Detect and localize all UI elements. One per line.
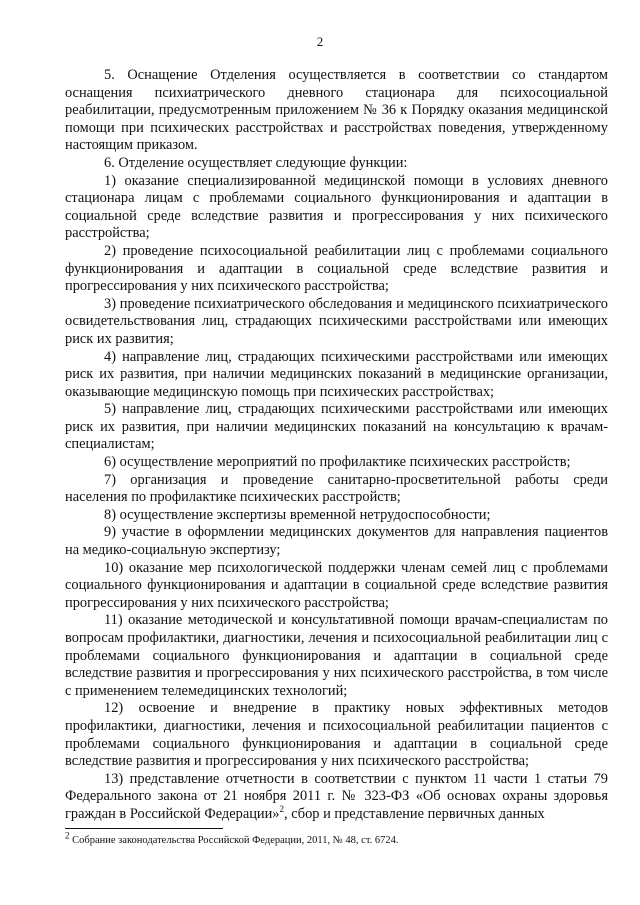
function-item-2: 2) проведение психосоциальной реабилитации лиц с проблемами социального функционирования и адаптации в социальной среде вследствие развития и прогрессирования у них психического расстройства; [65, 242, 608, 295]
function-item-12: 12) освоение и внедрение в практику новых эффективных методов профилактики, диагностики, лечения и психосоциальной реабилитации пациентов с проблемами социального функционирования и адаптации в социальной среде вследствие развития и прогрессирования у них психического расстройства; [65, 700, 608, 770]
function-item-11: 11) оказание методической и консультативной помощи врачам-специалистам по вопросам профилактики, диагностики, лечения и психосоциальной реабилитации лиц с проблемами социального функционирования и адаптации в социальной среде вследствие развития и прогрессирования у них психического расстройства, в том числе с применением телемедицинских технологий; [65, 612, 608, 699]
function-item-1: 1) оказание специализированной медицинской помощи в условиях дневного стационара лицам с проблемами социального функционирования и адаптации в социальной среде вследствие развития и прогрессирования у них психического расстройства; [65, 172, 608, 242]
function-item-3: 3) проведение психиатрического обследования и медицинского психиатрического освидетельствования лиц, страдающих психическими расстройствами или имеющих риск их развития; [65, 295, 608, 347]
function-item-9: 9) участие в оформлении медицинских документов для направления пациентов на медико-социальную экспертизу; [65, 524, 608, 559]
function-item-6: 6) осуществление мероприятий по профилактике психических расстройств; [104, 454, 571, 471]
footnote-marker: 2 [65, 830, 70, 841]
document-body [65, 67, 608, 824]
function-item-4: 4) направление лиц, страдающих психическими расстройствами или имеющих риск их развития, при наличии медицинских показаний в медицинские организации, оказывающие медицинскую помощь при психических расстройствах; [65, 348, 608, 400]
function-item-7: 7) организация и проведение санитарно-просветительной работы среди населения по профилактике психических расстройств; [65, 471, 608, 506]
footnote-text: Собрание законодательства Российской Федерации, 2011, № 48, ст. 6724. [69, 835, 399, 846]
footnote-reference: 2 [279, 804, 285, 815]
function-item-8: 8) осуществление экспертизы временной нетрудоспособности; [104, 506, 491, 523]
page-number: 2 [316, 34, 324, 49]
footnote-divider [65, 828, 223, 829]
function-item-13-continued: , сбор и представление первичных данных [284, 805, 545, 822]
paragraph-5: 5. Оснащение Отделения осуществляется в соответствии со стандартом оснащения психиатрического дневного стационара для психосоциальной реабилитации, предусмотренным приложением № 36 к Порядку оказания медицинской помощи при психических расстройствах и расстройствах поведения, утвержденному настоящим приказом. [65, 67, 608, 154]
function-item-10: 10) оказание мер психологической поддержки членам семей лиц с проблемами социального функционирования и адаптации в социальной среде вследствие развития прогрессирования у них психического расстройства; [65, 559, 608, 611]
paragraph-6: 6. Отделение осуществляет следующие функции: [104, 154, 408, 171]
function-item-13-text: 13) представление отчетности в соответствии с пунктом 11 части 1 статьи 79 Федерального закона от 21 ноября 2011 г. № 323-ФЗ «Об основах охраны здоровья граждан в Российской Федерации» [65, 770, 608, 822]
function-item-13 [65, 771, 608, 824]
function-item-5: 5) направление лиц, страдающих психическими расстройствами или имеющих риск их развития, при наличии медицинских показаний на консультацию к врачам-специалистам; [65, 401, 608, 453]
footnote [65, 830, 608, 847]
